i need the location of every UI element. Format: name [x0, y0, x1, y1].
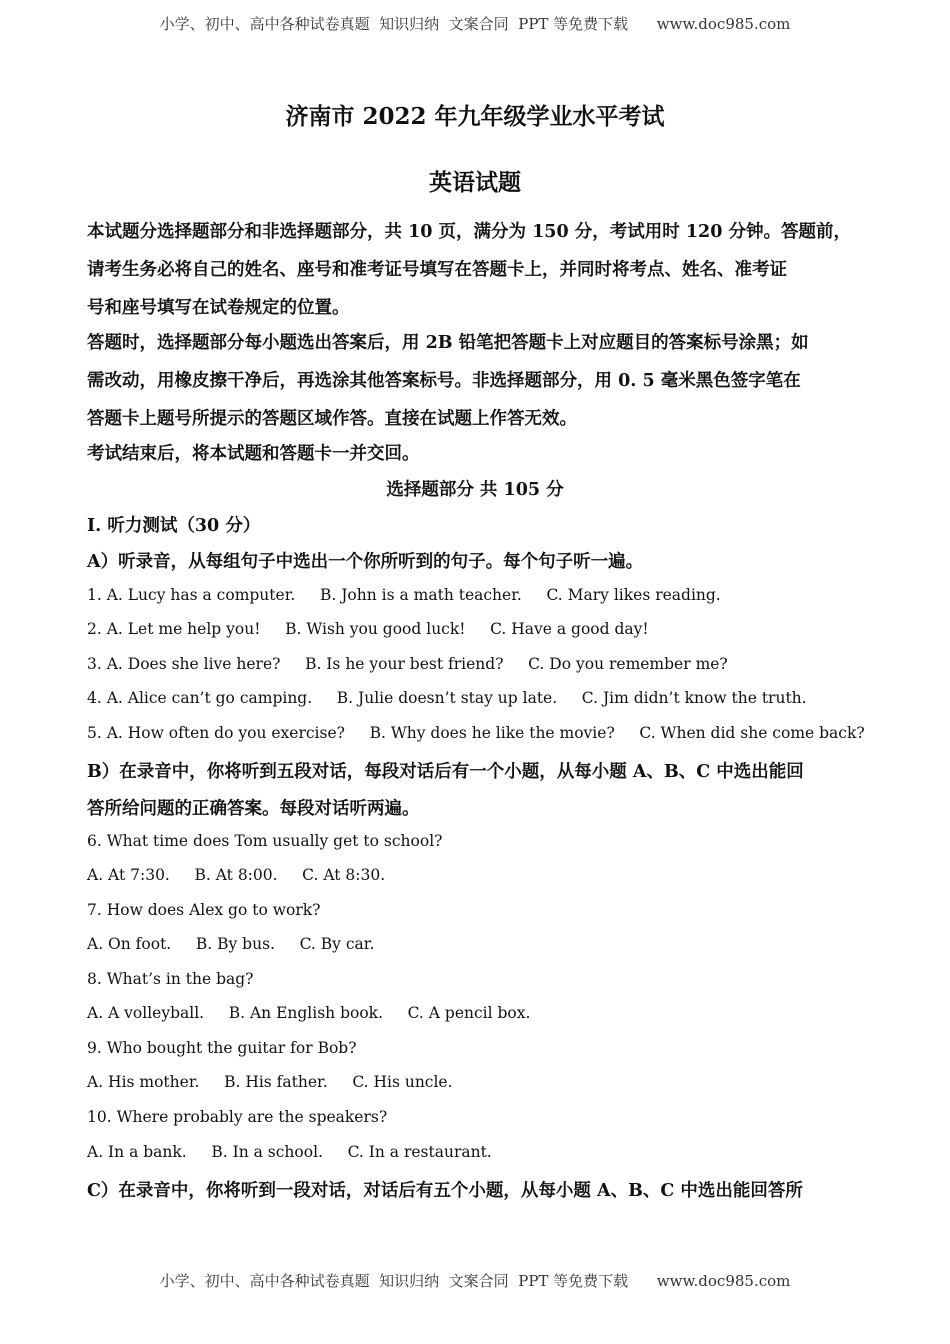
- intro-line: 答题时，选择题部分每小题选出答案后，用 2B 铅笔把答题卡上对应题目的答案标号涂黑；如: [87, 333, 809, 353]
- partB-instruction: 答所给问题的正确答案。每段对话听两遍。: [87, 799, 420, 819]
- intro-line: 本试题分选择题部分和非选择题部分，共 10 页，满分为 150 分，考试用时 120 分钟。答题前，: [87, 222, 851, 242]
- partC-instruction: C）在录音中，你将听到一段对话，对话后有五个小题，从每小题 A、B、C 中选出能回答所: [87, 1181, 803, 1201]
- page-footer: 小学、初中、高中各种试卷真题 知识归纳 文案合同 PPT 等免费下载 www.doc985.com: [159, 1272, 791, 1290]
- part1-title: Ⅰ. 听力测试（30 分）: [87, 516, 261, 536]
- question-text: 6. What time does Tom usually get to school?: [87, 832, 443, 850]
- intro-line: 答题卡上题号所提示的答题区域作答。直接在试题上作答无效。: [87, 409, 577, 429]
- question-item: 2. A. Let me help you! B. Wish you good luck! C. Have a good day!: [87, 620, 649, 638]
- question-text: 8. What’s in the bag?: [87, 970, 254, 988]
- question-options: A. In a bank. B. In a school. C. In a restaurant.: [87, 1143, 492, 1161]
- exam-subtitle: 英语试题: [429, 169, 521, 196]
- question-text: 7. How does Alex go to work?: [87, 901, 321, 919]
- partB-instruction: B）在录音中，你将听到五段对话，每段对话后有一个小题，从每小题 A、B、C 中选出能回: [87, 762, 804, 782]
- intro-line: 号和座号填写在试卷规定的位置。: [87, 298, 350, 318]
- question-options: A. A volleyball. B. An English book. C. A pencil box.: [87, 1004, 531, 1022]
- section-header: 选择题部分 共 105 分: [386, 480, 564, 500]
- exam-title: 济南市 2022 年九年级学业水平考试: [285, 103, 665, 130]
- question-item: 3. A. Does she live here? B. Is he your best friend? C. Do you remember me?: [87, 655, 728, 673]
- partA-instruction: A）听录音，从每组句子中选出一个你所听到的句子。每个句子听一遍。: [87, 552, 644, 572]
- intro-line: 请考生务必将自己的姓名、座号和准考证号填写在答题卡上，并同时将考点、姓名、准考证: [87, 260, 787, 280]
- question-item: 1. A. Lucy has a computer. B. John is a math teacher. C. Mary likes reading.: [87, 586, 721, 604]
- question-item: 4. A. Alice can’t go camping. B. Julie doesn’t stay up late. C. Jim didn’t know the truth.: [87, 689, 807, 707]
- question-options: A. His mother. B. His father. C. His uncle.: [87, 1073, 453, 1091]
- question-item: 5. A. How often do you exercise? B. Why does he like the movie? C. When did she come back?: [87, 724, 865, 742]
- intro-line: 考试结束后，将本试题和答题卡一并交回。: [87, 444, 420, 464]
- intro-line: 需改动，用橡皮擦干净后，再选涂其他答案标号。非选择题部分，用 0. 5 毫米黑色签字笔在: [87, 371, 801, 391]
- question-text: 10. Where probably are the speakers?: [87, 1108, 388, 1126]
- question-options: A. At 7:30. B. At 8:00. C. At 8:30.: [87, 866, 386, 884]
- question-text: 9. Who bought the guitar for Bob?: [87, 1039, 357, 1057]
- page-header: 小学、初中、高中各种试卷真题 知识归纳 文案合同 PPT 等免费下载 www.doc985.com: [159, 15, 791, 33]
- question-options: A. On foot. B. By bus. C. By car.: [87, 935, 375, 953]
